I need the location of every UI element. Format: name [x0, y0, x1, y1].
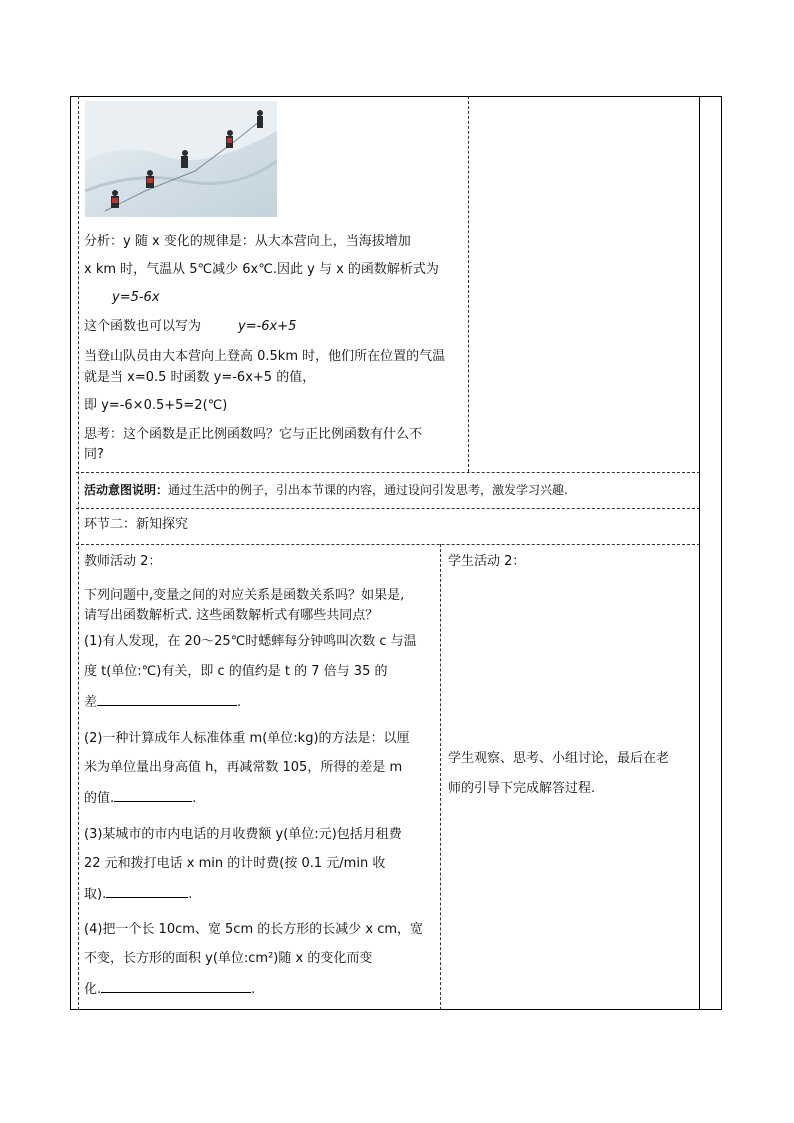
- q1-period: .: [237, 695, 242, 710]
- calc-line: 即 y=-6×0.5+5=2(℃): [84, 398, 228, 413]
- row-divider-2: [76, 508, 700, 509]
- q3-line-3-text: 取): [84, 887, 103, 902]
- q2-period-2: .: [192, 791, 197, 806]
- q3-line-2: 22 元和拨打电话 x min 的计时费(按 0.1 元/min 收: [84, 856, 386, 871]
- q3-period-1: .: [102, 887, 107, 902]
- intent-text: 通过生活中的例子，引出本节课的内容，通过设问引发思考，激发学习兴趣.: [168, 483, 568, 497]
- teacher-intro-line-1: 下列问题中,变量之间的对应关系是函数关系吗？如果是,: [84, 588, 405, 603]
- intent-label: 活动意图说明：: [84, 483, 169, 497]
- q4-line-3: [84, 980, 255, 999]
- analysis-line-1: 分析：y 随 x 变化的规律是：从大本营向上，当海拔增加: [84, 234, 411, 249]
- think-line-2: 同?: [84, 447, 104, 462]
- q1-line-2: 度 t(单位:℃)有关，即 c 的值约是 t 的 7 倍与 35 的: [84, 664, 388, 679]
- q1-line-3-text: 差: [84, 695, 98, 710]
- q3-line-3: [84, 885, 192, 904]
- think-line-1: 思考：这个函数是正比例函数吗？它与正比例函数有什么不: [84, 427, 423, 442]
- q2-answer-blank[interactable]: [114, 789, 192, 802]
- student-header: 学生活动 2：: [448, 554, 526, 569]
- q4-period-2: .: [251, 982, 256, 997]
- q4-line-1: (4)把一个长 10cm、宽 5cm 的长方形的长减少 x cm，宽: [84, 922, 424, 937]
- q4-line-3-text: 化: [84, 982, 98, 997]
- left-inner-dash: [78, 96, 79, 1010]
- climb-line-2: 就是当 x=0.5 时函数 y=-6x+5 的值，: [84, 370, 316, 385]
- q2-line-1: (2)一种计算成年人标准体重 m(单位:kg)的方法是：以厘: [84, 731, 410, 746]
- q3-period-2: .: [188, 887, 193, 902]
- q1-answer-blank[interactable]: [97, 693, 237, 706]
- q2-line-3: [84, 789, 196, 808]
- q2-line-2: 米为单位量出身高值 h，再减常数 105，所得的差是 m: [84, 760, 403, 775]
- teacher-header: 教师活动 2：: [84, 554, 162, 569]
- col-divider-bottom: [440, 544, 441, 1010]
- right-border-inner: [699, 96, 700, 1010]
- student-line-1: 学生观察、思考、小组讨论，最后在老: [448, 751, 670, 766]
- analysis-line-2: x km 时，气温从 5℃减少 6x℃.因此 y 与 x 的函数解析式为: [84, 262, 439, 277]
- row-divider-1: [76, 472, 700, 473]
- q1-line-3: [84, 693, 241, 712]
- q4-line-2: 不变，长方形的面积 y(单位:cm²)随 x 的变化而变: [84, 951, 373, 966]
- q4-period-1: .: [97, 982, 102, 997]
- stage2-title: 环节二：新知探究: [84, 517, 189, 532]
- formula-1: y=5-6x: [112, 290, 160, 305]
- intent-row: [84, 481, 568, 499]
- row-divider-3: [76, 544, 700, 545]
- teacher-intro-line-2: 请写出函数解析式. 这些函数解析式有哪些共同点？: [84, 608, 379, 623]
- rewrite-prefix: 这个函数也可以写为: [84, 319, 202, 334]
- mountain-climbers-photo: [85, 101, 277, 217]
- q4-answer-blank[interactable]: [101, 980, 251, 993]
- student-line-2: 师的引导下完成解答过程.: [448, 781, 596, 796]
- q3-line-1: (3)某城市的市内电话的月收费额 y(单位:元)包括月租费: [84, 827, 402, 842]
- q1-line-1: (1)有人发现，在 20～25℃时蟋蟀每分钟鸣叫次数 c 与温: [84, 634, 417, 649]
- q2-line-3-text: 的值: [84, 791, 111, 806]
- q3-answer-blank[interactable]: [106, 885, 188, 898]
- climb-line-1: 当登山队员由大本营向上登高 0.5km 时，他们所在位置的气温: [84, 349, 446, 364]
- col-divider-top: [468, 96, 469, 472]
- formula-2: y=-6x+5: [238, 319, 297, 334]
- q2-period-1: .: [110, 791, 115, 806]
